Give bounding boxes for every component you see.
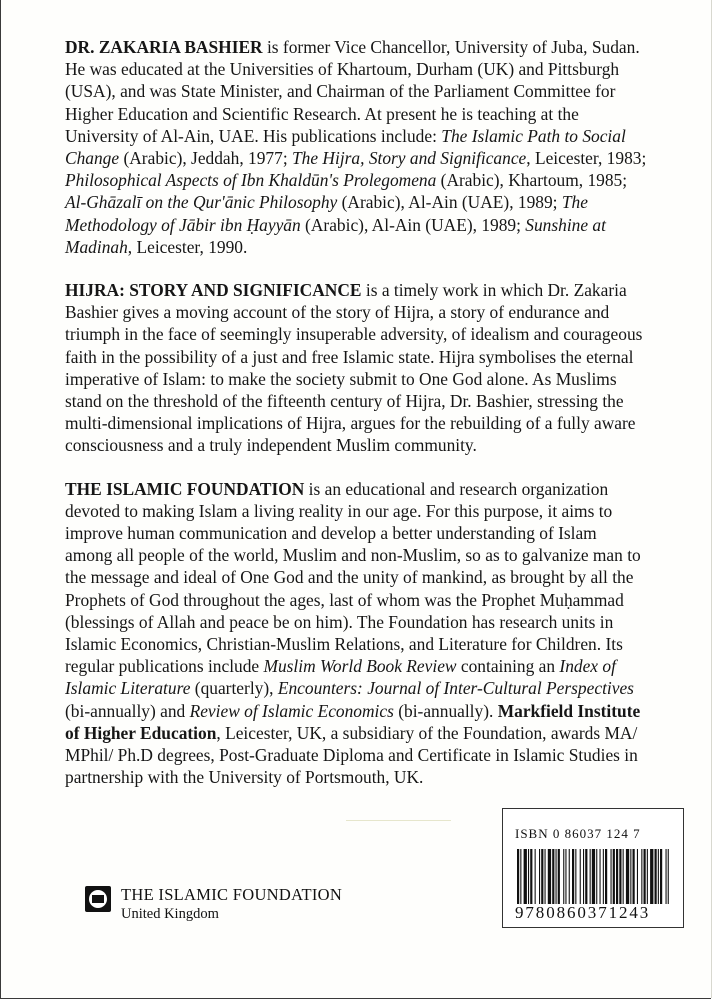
author-name: DR. ZAKARIA BASHIER — [65, 37, 263, 57]
author-bio: DR. ZAKARIA BASHIER is former Vice Chancellor, University of Juba, Sudan. He was educated at the Universities of Khartoum, Durham (UK) and Pittsburgh (USA), and was State Minister, and Chairman of the Parliament Committee for Higher Education and Scientific Research. At present he is teaching at the University of Al-Ain, UAE. His publications include: The Islamic Path to Social Change (Arabic), Jeddah, 1977; The Hijra, Story and Significance, Leicester, 1983; Philosophical Aspects of Ibn Khaldūn's Prolegomena (Arabic), Khartoum, 1985; Al-Ghāzalī on the Qur'ānic Philosophy (Arabic), Al-Ain (UAE), 1989; The Methodology of Jābir ibn Ḥayyān (Arabic), Al-Ain (UAE), 1989; Sunshine at Madinah, Leicester, 1990. — [65, 37, 647, 257]
divider — [346, 820, 451, 821]
publication-title: Madinah — [65, 236, 128, 257]
publication-title: Sunshine at — [525, 214, 606, 235]
barcode-digits: 9780860371243 — [515, 904, 675, 922]
publication-title: The Islamic Path to Social — [441, 125, 626, 146]
foundation-description: THE ISLAMIC FOUNDATION is an educational and research organization devoted to making Islam a living reality in our age. For this purpose, it aims to improve human communication and develop a better understanding of Islam among all people of the world, Muslim and non-Muslim, so as to galvanize man to the message and ideal of One God and the unity of mankind, as brought by all the Prophets of God throughout the ages, last of whom was the Prophet Muḥammad (blessings of Allah and peace be on him). The Foundation has research units in Islamic Economics, Christian-Muslim Relations, and Literature for Children. Its regular publications include Muslim World Book Review containing an Index of Islamic Literature (quarterly), Encounters: Journal of Inter-Cultural Perspectives (bi-annually) and Review of Islamic Economics (bi-annually). Markfield Institute of Higher Education, Leicester, UK, a subsidiary of the Foundation, awards MA/ MPhil/ Ph.D degrees, Post-Graduate Diploma and Certificate in Islamic Studies in partnership with the University of Portsmouth, UK. — [65, 478, 641, 788]
cover-text — [65, 36, 665, 810]
publication-title: Encounters: Journal of Inter-Cultural Perspectives — [277, 678, 634, 699]
institute-name: of Higher Education — [65, 722, 217, 743]
publisher-name: THE ISLAMIC FOUNDATION — [121, 885, 343, 904]
publication-title: Review of Islamic Economics — [189, 700, 394, 721]
book-summary: HIJRA: STORY AND SIGNIFICANCE is a timely work in which Dr. Zakaria Bashier gives a moving account of the story of Hijra, a story of endurance and triumph in the face of seemingly insuperable adversity, of idealism and courageous faith in the possibility of a just and free Islamic state. Hijra symbolises the eternal imperative of Islam: to make the society submit to One God alone. As Muslims stand on the threshold of the fifteenth century of Hijra, Dr. Bashier, stressing the multi-dimensional implications of Hijra, argues for the rebuilding of a fully aware consciousness and a truly independent Muslim community. — [65, 280, 643, 456]
kaaba-logo-icon — [85, 886, 111, 912]
publication-title: Change — [65, 148, 120, 169]
publication-title: Islamic Literature — [65, 678, 191, 699]
isbn-label: ISBN 0 86037 124 7 — [515, 826, 641, 841]
publication-title: The Hijra, Story and Significance — [292, 148, 527, 169]
foundation-title: THE ISLAMIC FOUNDATION — [65, 478, 305, 499]
publication-title: Muslim World Book Review — [263, 656, 457, 677]
publisher-country: United Kingdom — [121, 906, 219, 922]
institute-name: Markfield Institute — [497, 700, 641, 721]
isbn-barcode-box — [502, 808, 684, 928]
publication-title: Index of — [559, 656, 616, 677]
publication-title: The — [561, 192, 588, 213]
publication-title: Philosophical Aspects of Ibn Khaldūn's Prolegomena — [65, 170, 437, 191]
publication-title: Methodology of Jābir ibn Ḥayyān — [65, 214, 301, 235]
book-title: HIJRA: STORY AND SIGNIFICANCE — [65, 280, 362, 301]
publication-title: Al-Ghāzalī on the Qur'ānic Philosophy — [65, 192, 338, 213]
